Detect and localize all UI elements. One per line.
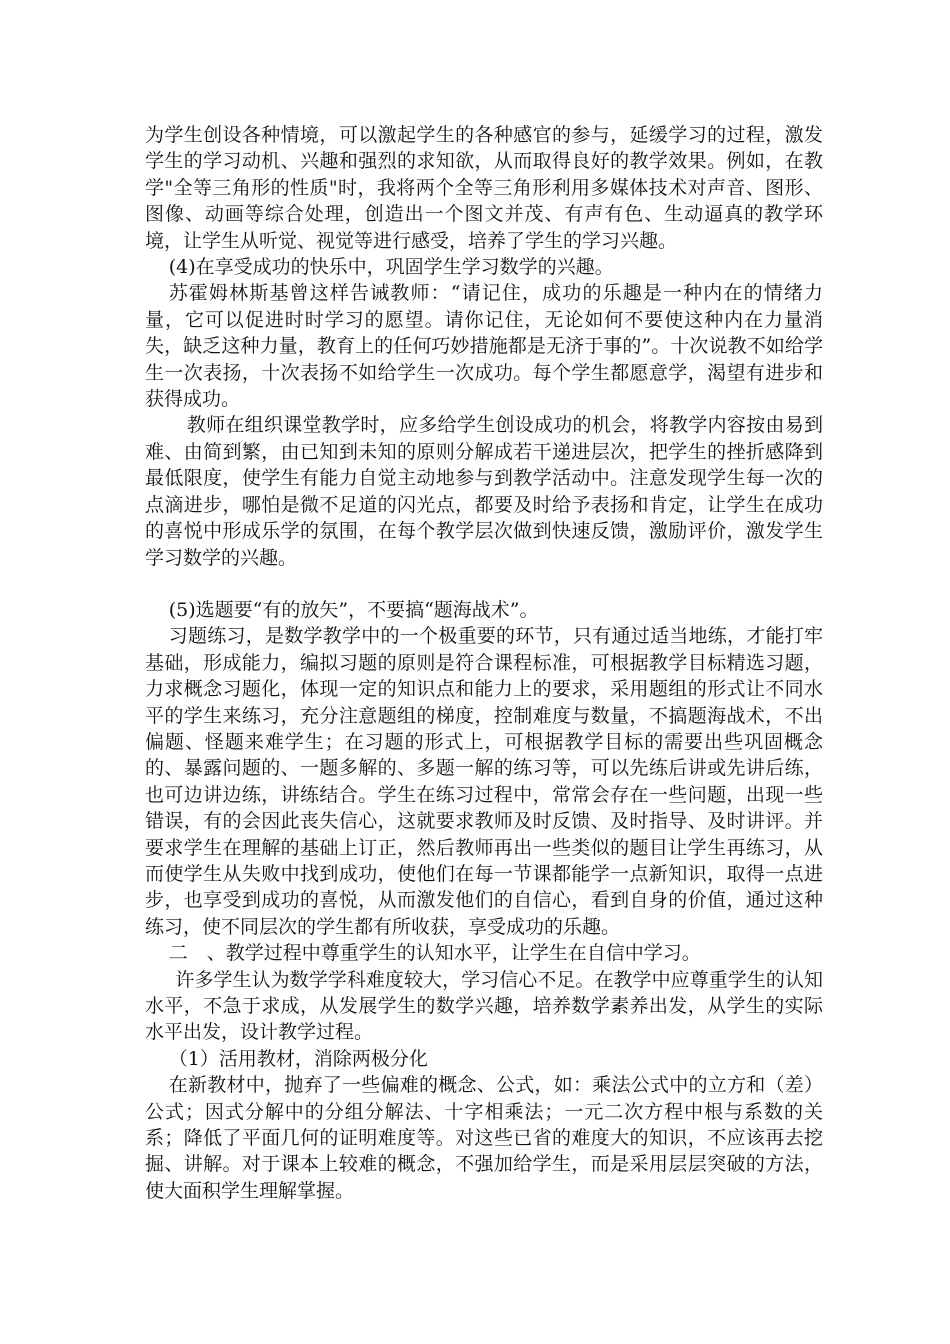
paragraph-heading-5: (5)选题要“有的放矢”，不要搞“题海战术”。 <box>168 598 539 621</box>
paragraph-new-textbook: 在新教材中，抛弃了一些偏难的概念、公式，如：乘法公式中的立方和（差）公式；因式分解中的分组分解法、十字相乘法；一元二次方程中根与系数的关系；降低了平面几何的证明难度等。对这些已省的难度大的知识，不应该再去挖掘、讲解。对于课本上较难的概念，不强加给学生，而是采用层层突破的方法，使大面积学生理解掌握。 <box>145 1074 823 1202</box>
paragraph-teacher-success: 教师在组织课堂教学时，应多给学生创设成功的机会，将教学内容按由易到难、由简到繁，由已知到未知的原则分解成若干递进层次，把学生的挫折感降到最低限度，使学生有能力自觉主动地参与到教学活动中。注意发现学生每一次的点滴进步，哪怕是微不足道的闪光点，都要及时给予表扬和肯定，让学生在成功的喜悦中形成乐学的氛围，在每个教学层次做到快速反馈，激励评价，激发学生学习数学的兴趣。 <box>145 414 823 569</box>
document-body <box>145 122 823 1204</box>
paragraph-spacer <box>145 571 823 597</box>
paragraph-exercise-practice: 习题练习，是数学教学中的一个极重要的环节，只有通过适当地练，才能打牢基础，形成能力，编拟习题的原则是符合课程标准，可根据教学目标精选习题，力求概念习题化，体现一定的知识点和能力上的要求，采用题组的形式让不同水平的学生来练习，充分注意题组的梯度，控制难度与数量，不搞题海战术，不出偏题、怪题来难学生；在习题的形式上，可根据教学目标的需要出些巩固概念的、暴露问题的、一题多解的、多题一解的练习等，可以先练后讲或先讲后练，也可边讲边练，讲练结合。学生在练习过程中，常常会存在一些问题，出现一些错误，有的会因此丧失信心，这就要求教师及时反馈、及时指导、及时讲评。并要求学生在理解的基础上订正，然后教师再出一些类似的题目让学生再练习，从而使学生从失败中找到成功，使他们在每一节课都能学一点新知识，取得一点进步，也享受到成功的喜悦，从而激发他们的自信心，看到自身的价值，通过这种练习，使不同层次的学生都有所收获，享受成功的乐趣。 <box>145 625 823 938</box>
paragraph-heading-4: (4)在享受成功的快乐中，巩固学生学习数学的兴趣。 <box>168 256 614 279</box>
paragraph-section-two-heading: 二 、教学过程中尊重学生的认知水平，让学生在自信中学习。 <box>168 942 701 965</box>
paragraph-heading-1-textbook: （1）活用教材，消除两极分化 <box>168 1047 428 1070</box>
paragraph-sukhomlinsky-quote: 苏霍姆林斯基曾这样告诫教师：“请记住，成功的乐趣是一种内在的情绪力量，它可以促进时时学习的愿望。请你记住，无论如何不要使这种内在力量消失，缺乏这种力量，教育上的任何巧妙措施都是无济于事的”。十次说教不如给学生一次表扬，十次表扬不如给学生一次成功。每个学生都愿意学，渴望有进步和获得成功。 <box>145 282 823 411</box>
paragraph-intro-continuation: 为学生创设各种情境，可以激起学生的各种感官的参与，延缓学习的过程，激发学生的学习动机、兴趣和强烈的求知欲，从而取得良好的教学效果。例如，在教学"全等三角形的性质"时，我将两个全等三角形利用多媒体技术对声音、图形、图像、动画等综合处理，创造出一个图文并茂、有声有色、生动逼真的教学环境，让学生从听觉、视觉等进行感受，培养了学生的学习兴趣。 <box>145 124 823 252</box>
paragraph-cognitive-level: 许多学生认为数学学科难度较大，学习信心不足。在教学中应尊重学生的认知水平，不急于求成，从发展学生的数学兴趣，培养数学素养出发，从学生的实际水平出发，设计教学过程。 <box>145 968 823 1044</box>
